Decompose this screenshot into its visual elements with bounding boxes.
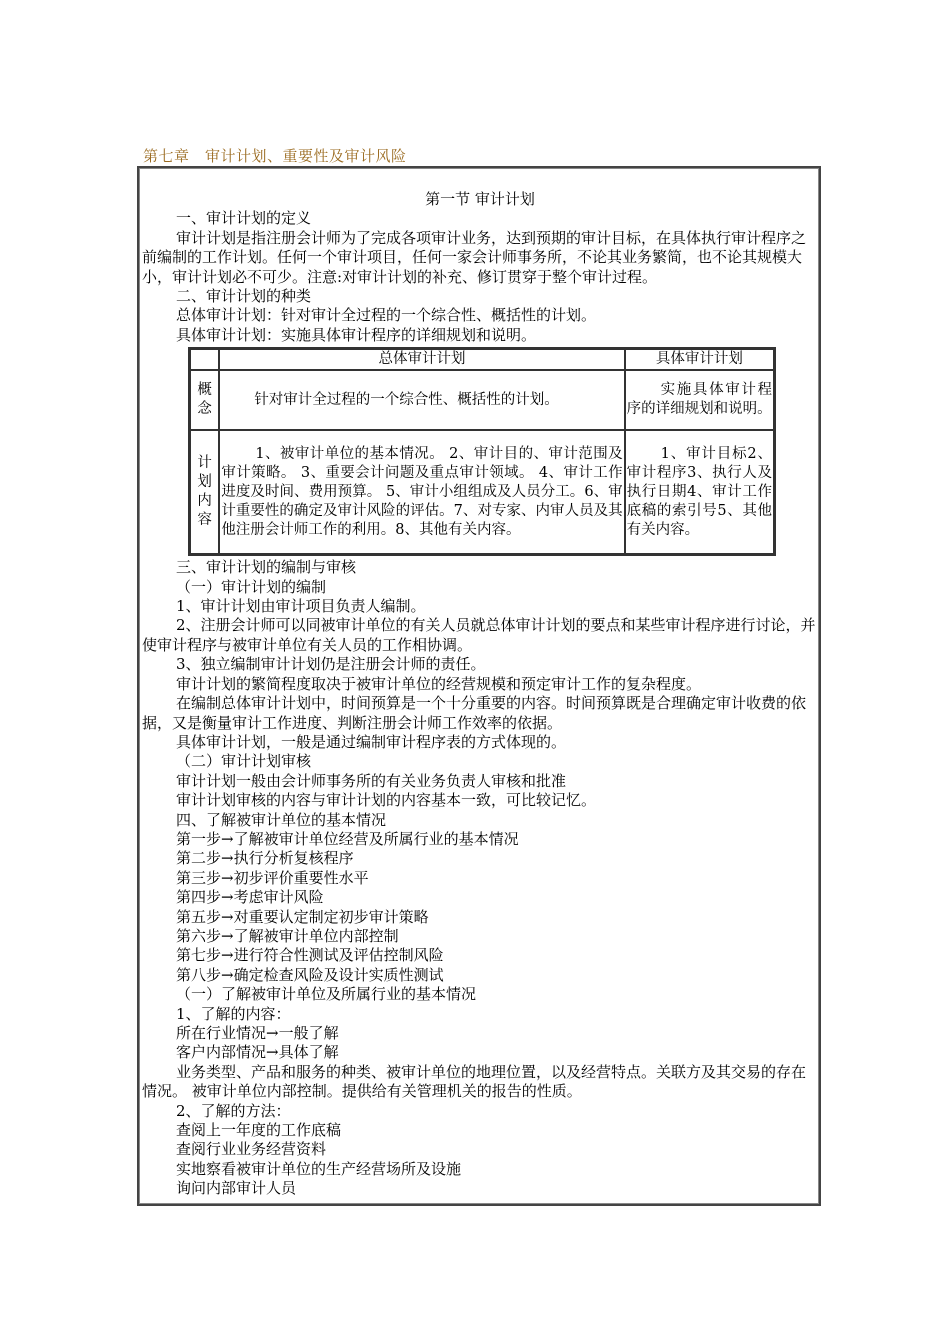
table-row-label-concept: 概念 bbox=[190, 370, 219, 430]
table-header-specific: 具体审计计划 bbox=[625, 349, 774, 370]
table-header-overall: 总体审计计划 bbox=[219, 349, 624, 370]
subheading-review: （二）审计计划审核 bbox=[176, 752, 312, 771]
document-body bbox=[142, 190, 818, 1199]
list-item: 实地察看被审计单位的生产经营场所及设施 bbox=[176, 1159, 462, 1178]
table-row bbox=[190, 430, 774, 554]
list-item: 查阅上一年度的工作底稿 bbox=[176, 1121, 342, 1140]
heading-compile-review: 三、审计计划的编制与审核 bbox=[176, 558, 357, 577]
list-item: 3、独立编制审计计划仍是注册会计师的责任。 bbox=[176, 655, 486, 674]
paragraph: 审计计划审核的内容与审计计划的内容基本一致，可比较记忆。 bbox=[176, 791, 597, 810]
table-row-label-content: 计划内容 bbox=[190, 430, 219, 554]
list-item: 第一步→了解被审计单位经营及所属行业的基本情况 bbox=[176, 829, 519, 848]
list-item: 1、审计计划由审计项目负责人编制。 bbox=[176, 597, 426, 616]
heading-definition: 一、审计计划的定义 bbox=[176, 209, 312, 228]
heading-types: 二、审计计划的种类 bbox=[176, 287, 312, 306]
table-header-row bbox=[190, 349, 774, 370]
paragraph: 具体审计计划，一般是通过编制审计程序表的方式体现的。 bbox=[176, 732, 567, 751]
table-cell: 1、审计目标2、审计程序3、执行人及执行日期4、审计工作底稿的索引号5、其他有关内容。 bbox=[625, 430, 774, 554]
line-specific-plan: 具体审计计划：实施具体审计程序的详细规划和说明。 bbox=[176, 325, 537, 344]
paragraph: 审计计划的繁简程度取决于被审计单位的经营规模和预定审计工作的复杂程度。 bbox=[176, 674, 702, 693]
list-item: 第二步→执行分析复核程序 bbox=[176, 849, 354, 868]
subheading-industry: （一）了解被审计单位及所属行业的基本情况 bbox=[176, 985, 477, 1004]
paragraph: 业务类型、产品和服务的种类、被审计单位的地理位置，以及经营特点。关联方及其交易的存在情况。 被审计单位内部控制。提供给有关管理机关的报告的性质。 bbox=[142, 1062, 807, 1101]
comparison-table bbox=[188, 347, 776, 556]
list-item: 询问内部审计人员 bbox=[176, 1179, 297, 1198]
list-item: 第七步→进行符合性测试及评估控制风险 bbox=[176, 946, 444, 965]
list-item: 2、注册会计师可以同被审计单位的有关人员就总体审计计划的要点和某些审计程序进行讨论，并使审计程序与被审计单位有关人员的工作相协调。 bbox=[142, 616, 816, 654]
list-item: 第八步→确定检查风险及设计实质性测试 bbox=[176, 965, 444, 984]
line-overall-plan: 总体审计计划：针对审计全过程的一个综合性、概括性的计划。 bbox=[176, 306, 597, 325]
list-item: 2、了解的方法： bbox=[176, 1101, 291, 1120]
chapter-title: 第七章 审计计划、重要性及审计风险 bbox=[143, 147, 407, 165]
heading-understanding: 四、了解被审计单位的基本情况 bbox=[176, 810, 387, 829]
paragraph: 在编制总体审计计划中，时间预算是一个十分重要的内容。时间预算既是合理确定审计收费的依据，又是衡量审计工作进度、判断注册会计师工作效率的依据。 bbox=[142, 694, 807, 732]
list-item: 查阅行业业务经营资料 bbox=[176, 1140, 327, 1159]
section-title: 第一节 审计计划 bbox=[425, 190, 535, 208]
table-cell: 针对审计全过程的一个综合性、概括性的计划。 bbox=[219, 370, 624, 430]
content-frame bbox=[137, 166, 821, 1206]
list-item: 第三步→初步评价重要性水平 bbox=[176, 868, 369, 887]
table-corner-cell bbox=[190, 349, 219, 370]
list-item: 所在行业情况→一般了解 bbox=[176, 1024, 339, 1042]
list-item: 第六步→了解被审计单位内部控制 bbox=[176, 926, 399, 945]
paragraph-definition: 审计计划是指注册会计师为了完成各项审计业务，达到预期的审计目标，在具体执行审计程序之前编制的工作计划。任何一个审计项目，任何一家会计师事务所，不论其业务繁简，也不论其规模大小，审计计划必不可少。注意:对审计计划的补充、修订贯穿于整个审计过程。 bbox=[142, 228, 807, 286]
subheading-compile: （一）审计计划的编制 bbox=[176, 577, 327, 596]
table-cell: 实施具体审计程序的详细规划和说明。 bbox=[625, 370, 774, 430]
list-item: 第四步→考虑审计风险 bbox=[176, 888, 324, 907]
list-item: 客户内部情况→具体了解 bbox=[176, 1043, 339, 1062]
table-cell: 1、被审计单位的基本情况。 2、审计目的、审计范围及审计策略。 3、重要会计问题及重点审计领域。 4、审计工作进度及时间、费用预算。 5、审计小组组成及人员分工。6、审计重要性的确定及审计风险的评估。7、对专家、内审人员及其他注册会计师工作的利用。8、其他有关内容。 bbox=[219, 430, 624, 554]
paragraph: 审计计划一般由会计师事务所的有关业务负责人审核和批准 bbox=[176, 771, 567, 790]
table-row bbox=[190, 370, 774, 430]
list-item: 第五步→对重要认定制定初步审计策略 bbox=[176, 907, 429, 926]
list-item: 1、了解的内容： bbox=[176, 1004, 291, 1023]
